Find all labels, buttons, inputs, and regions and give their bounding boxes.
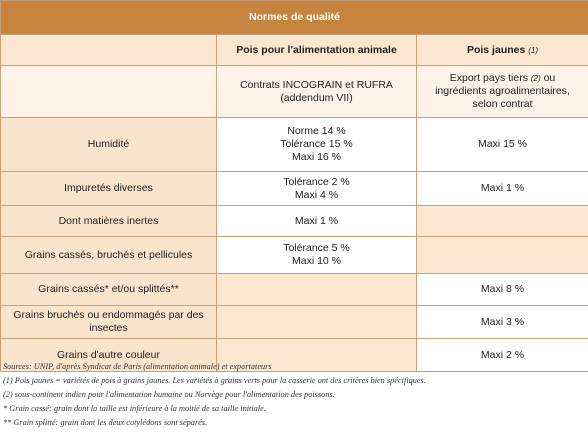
row-label: Grains cassés, bruchés et pellicules	[1, 237, 217, 274]
value-line: Maxi 16 %	[291, 151, 342, 163]
footnote-1: (1) Pois jaunes = variétés de pois à grains jaunes. Les variétés à grains verts pour la casserie ont des critères bien spécifiques.	[3, 376, 426, 385]
footnote-sources: Sources: UNIP, d'après Syndicat de Paris (alimentation animale) et exportateurs	[3, 362, 272, 371]
row-animal-value	[217, 172, 417, 206]
row-label: Humidité	[1, 118, 217, 172]
row-jaunes-empty	[417, 206, 588, 237]
row-animal-empty	[217, 306, 417, 339]
row-jaunes-value: Maxi 3 %	[417, 306, 588, 339]
row-jaunes-value: Maxi 1 %	[417, 172, 588, 206]
header-jaunes-note: (1)	[528, 45, 539, 55]
table-row	[1, 172, 588, 206]
subheader-jaunes-b: ou ingrédients agroalimentaires, selon contrat	[435, 72, 570, 110]
row-animal-value	[217, 237, 417, 274]
header-animal: Pois pour l'alimentation animale	[217, 35, 417, 66]
row-label: Impuretés diverses	[1, 172, 217, 206]
value-line: Maxi 4 %	[294, 188, 339, 201]
value-line: Tolérance 2 %	[283, 175, 350, 188]
row-jaunes-empty	[417, 237, 588, 274]
table-title: Normes de qualité	[1, 1, 588, 35]
subheader-jaunes-note: (2)	[530, 74, 541, 83]
value-line: Maxi 10 %	[291, 255, 342, 267]
subheader-jaunes	[417, 66, 588, 118]
subheader-jaunes-a: Export pays tiers	[449, 72, 528, 84]
subheader-animal: Contrats INCOGRAIN et RUFRA (addendum VII)	[217, 66, 417, 118]
value-line: Norme 14 %	[287, 125, 346, 137]
value-line: Tolérance 5 %	[283, 242, 350, 254]
row-jaunes-value: Maxi 8 %	[417, 274, 588, 306]
row-animal-empty	[217, 274, 417, 306]
header-jaunes	[417, 35, 588, 66]
row-label: Dont matières inertes	[1, 206, 217, 237]
table-row	[1, 306, 588, 339]
header-jaunes-label: Pois jaunes	[466, 43, 526, 56]
row-jaunes-value: Maxi 15 %	[417, 118, 588, 172]
table-row	[1, 237, 588, 274]
footnote-2: (2) sous-continent indien pour l'alimentation humaine ou Norvège pour l'alimentation des poissons.	[3, 390, 335, 399]
row-label: Grains cassés* et/ou splittés**	[1, 274, 217, 306]
row-animal-value	[217, 206, 417, 237]
value-line: Tolérance 15 %	[280, 138, 353, 150]
footnote-grain-casse: * Grain cassé: grain dont la taille est inférieure à la moitié de sa taille initiale.	[3, 404, 266, 413]
table-row	[1, 274, 588, 306]
row-animal-value	[217, 118, 417, 172]
header-empty-cell	[1, 35, 217, 66]
value-line: Maxi 1 %	[294, 214, 339, 227]
row-jaunes-value: Maxi 2 %	[417, 339, 588, 372]
footnotes	[3, 360, 588, 430]
subheader-empty-cell	[1, 66, 217, 118]
table-row	[1, 118, 588, 172]
row-label: Grains d'autre couleur	[1, 339, 217, 372]
footnote-grain-splitte: ** Grain splitté: grain dont les deux cotylédons sont séparés.	[3, 418, 208, 427]
row-label: Grains bruchés ou endommagés par des insectes	[1, 306, 217, 339]
table-row	[1, 206, 588, 237]
